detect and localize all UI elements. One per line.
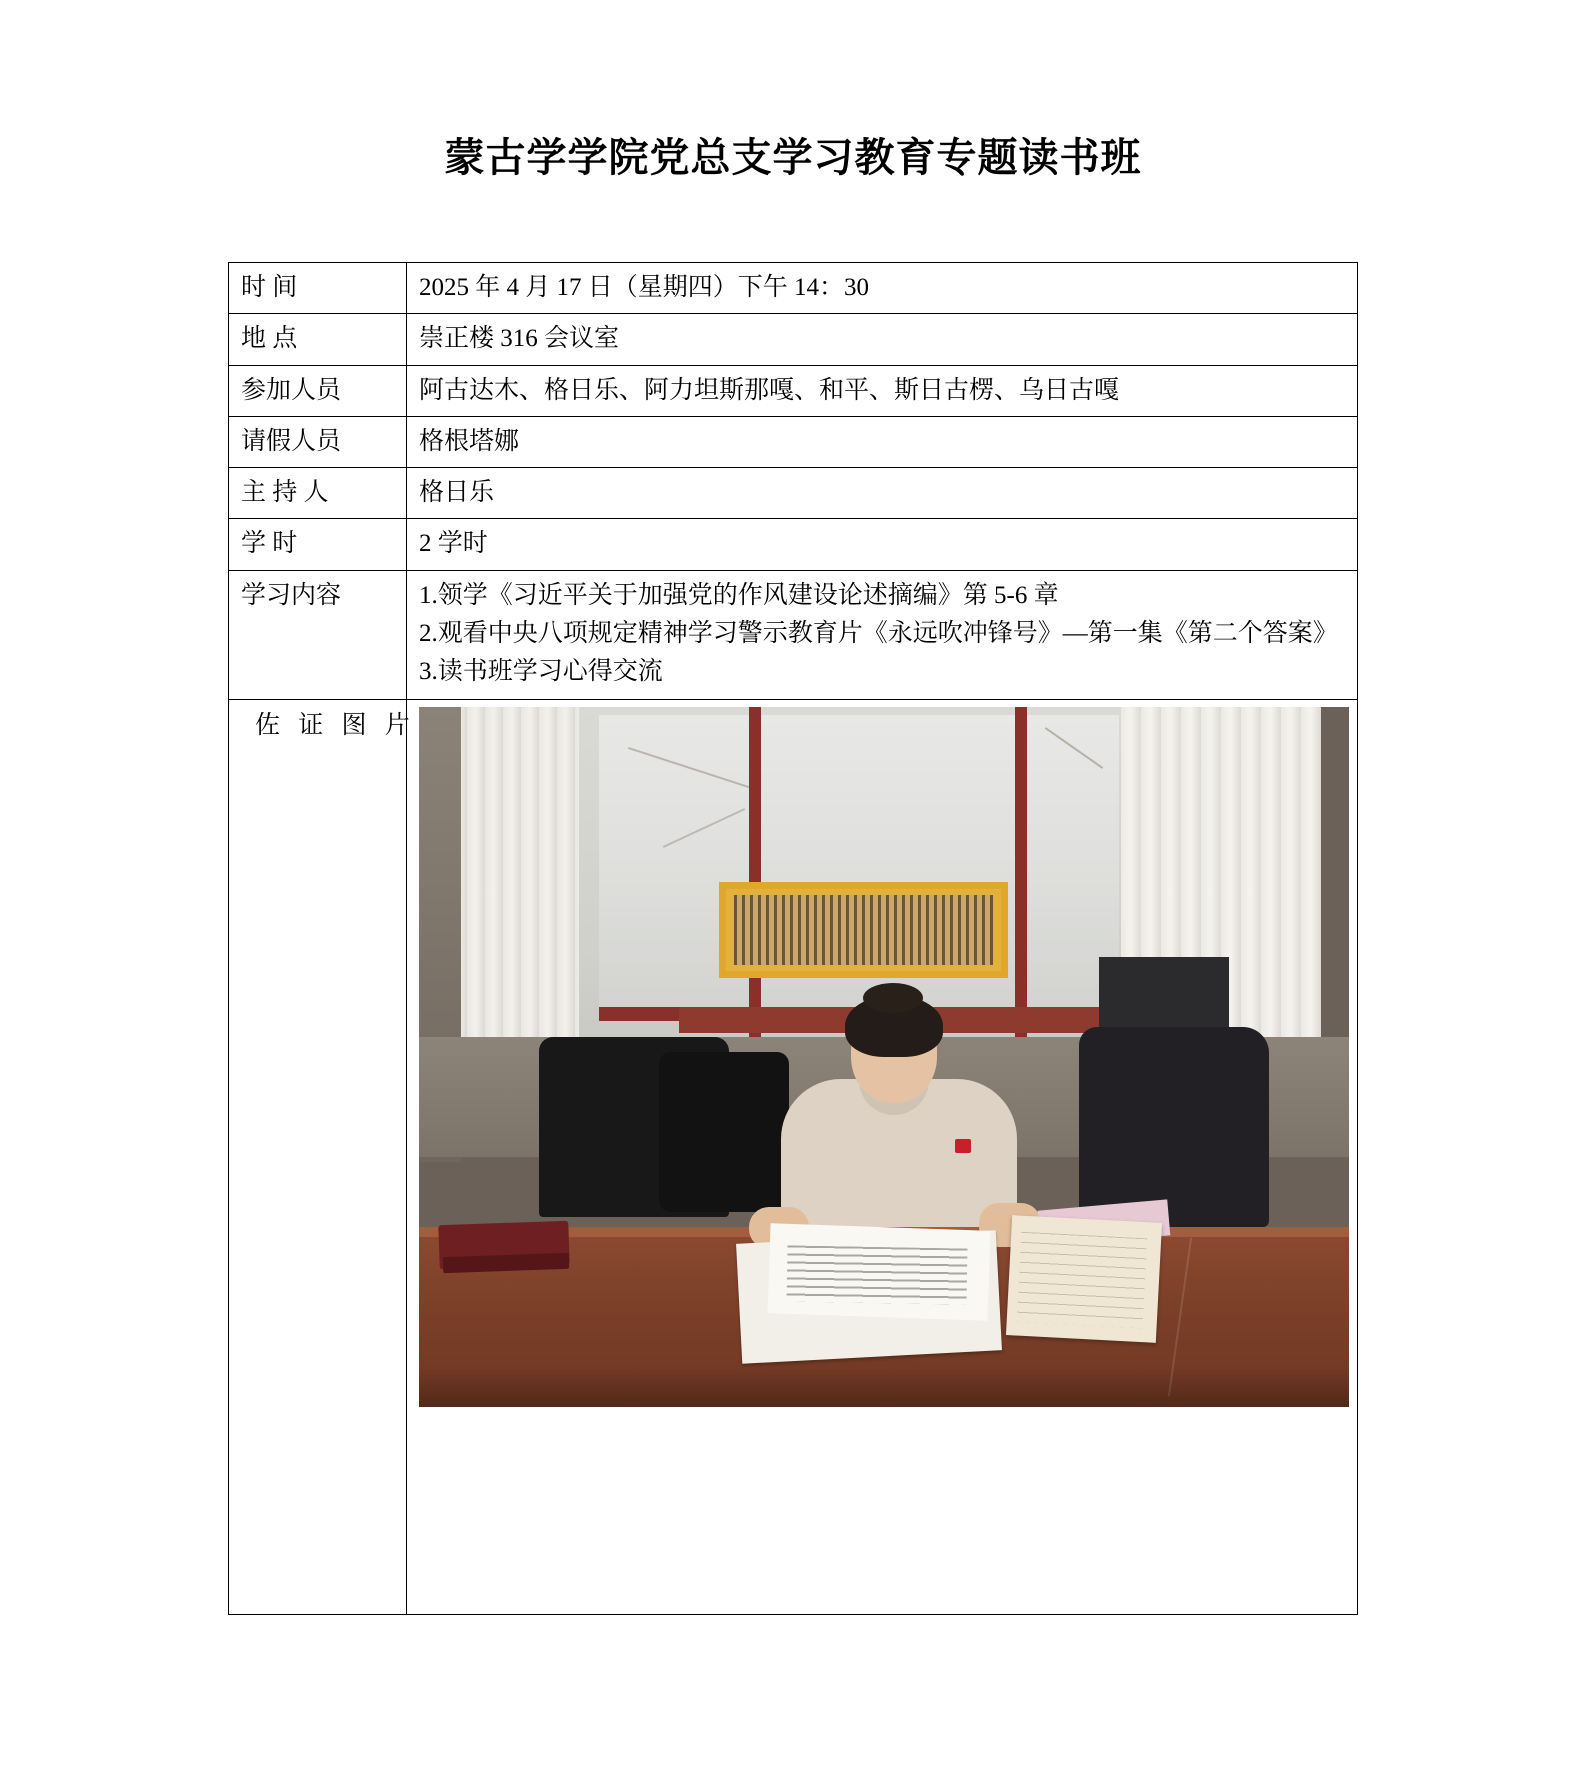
content-line-1: 1.领学《习近平关于加强党的作风建设论述摘编》第 5-6 章	[419, 581, 1059, 609]
row-value-participants: 阿古达木、格日乐、阿力坦斯那嘎、和平、斯日古楞、乌日古嘎	[407, 365, 1358, 416]
record-table	[228, 262, 1358, 1615]
row-label-place: 地 点	[229, 314, 407, 365]
row-value-host: 格日乐	[407, 468, 1358, 519]
content-line-2: 2.观看中央八项规定精神学习警示教育片《永远吹冲锋号》—第一集《第二个答案》	[419, 619, 1338, 647]
row-value-photo	[407, 700, 1358, 1615]
photo-coat	[1079, 1027, 1269, 1227]
photo-radiator-grill	[734, 895, 993, 965]
photo-window-frame	[1015, 707, 1027, 1037]
row-value-absentees: 格根塔娜	[407, 416, 1358, 467]
photo-paper-text	[787, 1246, 968, 1305]
row-value-time: 2025 年 4 月 17 日（星期四）下午 14：30	[407, 263, 1358, 314]
row-label-hours: 学 时	[229, 519, 407, 570]
table-row-content	[229, 570, 1358, 700]
content-line-3: 3.读书班学习心得交流	[419, 658, 663, 685]
row-label-absentees: 请假人员	[229, 416, 407, 467]
photo-party-badge	[955, 1139, 971, 1153]
row-label-time: 时 间	[229, 263, 407, 314]
photo-window-frame	[749, 707, 761, 1037]
evidence-photo	[419, 707, 1349, 1407]
table-row	[229, 519, 1358, 570]
row-label-participants: 参加人员	[229, 365, 407, 416]
row-label-photo	[229, 700, 416, 1615]
table-row-photo	[229, 700, 1358, 1615]
page-title: 蒙古学学院党总支学习教育专题读书班	[444, 135, 1142, 180]
photo-monitor	[1099, 957, 1229, 1037]
photo-office-chair	[659, 1052, 789, 1212]
row-label-content: 学习内容	[229, 570, 407, 700]
table-row	[229, 314, 1358, 365]
photo-shadow	[419, 1367, 1349, 1407]
table-row	[229, 263, 1358, 314]
row-value-content	[407, 570, 1358, 700]
row-label-photo-text: 佐 证 图 片	[255, 712, 416, 740]
photo-radiator	[719, 882, 1008, 978]
record-table-wrapper	[228, 262, 1358, 1615]
table-row	[229, 416, 1358, 467]
row-value-hours: 2 学时	[407, 519, 1358, 570]
row-value-place: 崇正楼 316 会议室	[407, 314, 1358, 365]
photo-notebook-lines	[1017, 1232, 1148, 1328]
row-label-host: 主 持 人	[229, 468, 407, 519]
table-row	[229, 365, 1358, 416]
table-row	[229, 468, 1358, 519]
